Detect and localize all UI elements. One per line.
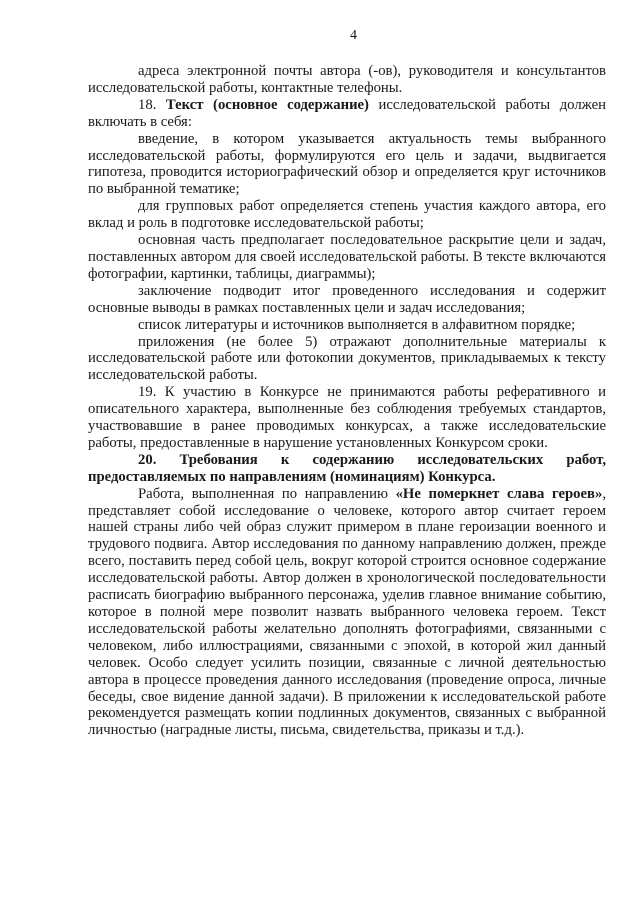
group-works-paragraph: для групповых работ определяется степень участия каждого автора, его вклад и роль в подготовке исследовательской работы; [88,198,606,232]
section-20-para-rest: , представляет собой исследование о человеке, которого автор считает героем нашей страны либо чей образ служит примером в плане героизации военного и трудового подвига. Автор исследования по данному направлению должен, прежде всего, поставить перед собой цель, вокруг которой строится основное содержание исследовательской работы. Автор должен в хронологической последовательности расписать биографию выбранного персонажа, уделив главное внимание событию, которое в полной мере позволит назвать выбранного человека героем. Текст исследовательской работы желательно дополнять фотографиями, связанными с человеком, либо иллюстрациями, связанными с эпохой, в которой жил данный человек. Особо следует усилить позиции, связанные с личной деятельностью автора в процессе проведения данного исследования (проведение опроса, личные беседы, свое видение данной задачи). В приложении к исследовательской работе рекомендуется размещать копии подлинных документов, связанных с выбранной личностью (наградные листы, письма, свидетельства, приказы и т.д.). [88,485,606,739]
section-20-heading: 20. Требования к содержанию исследовательских работ, предоставляемых по направлениям (номинациям) Конкурса. [88,451,606,485]
intro-paragraph: введение, в котором указывается актуальность темы выбранного исследовательской работы, формулируются его цель и задачи, выдвигается гипотеза, проводится историографический обзор и определяется круг источников по выбранной тематике; [88,130,606,198]
item-18-number: 18. [138,96,166,113]
section-20-paragraph [88,486,606,740]
document-body [88,63,606,739]
document-page [88,0,606,905]
item-19-paragraph: 19. К участию в Конкурсе не принимаются работы реферативного и описательного характера, выполненные без соблюдения требуемых стандартов, участвовавшие в ранее проводимых конкурсах, а также исследовательские работы, предоставленные в нарушение установленных Конкурсом сроки. [88,384,606,451]
appendices-paragraph: приложения (не более 5) отражают дополнительные материалы к исследовательской работе или фотокопии документов, прикладываемых к тексту исследовательской работы. [88,333,606,384]
main-part-paragraph: основная часть предполагает последовательное раскрытие цели и задач, поставленных автором для своей исследовательской работы. В тексте включаются фотографии, картинки, таблицы, диаграммы); [88,232,606,282]
item-18-rest: исследовательской работы должен включать в себя: [88,96,606,130]
nomination-title: «Не померкнет слава героев» [395,485,603,502]
section-20-para-start: Работа, выполненная по направлению [138,485,396,502]
contacts-continuation-paragraph: адреса электронной почты автора (-ов), руководителя и консультантов исследовательской работы, контактные телефоны. [88,63,606,96]
page-number: 4 [350,28,357,43]
conclusion-paragraph: заключение подводит итог проведенного исследования и содержит основные выводы в рамках поставленных цели и задач исследования; [88,282,606,316]
references-paragraph: список литературы и источников выполняется в алфавитном порядке; [138,316,576,333]
item-18-paragraph [88,97,606,131]
item-18-bold-title: Текст (основное содержание) [165,96,369,113]
